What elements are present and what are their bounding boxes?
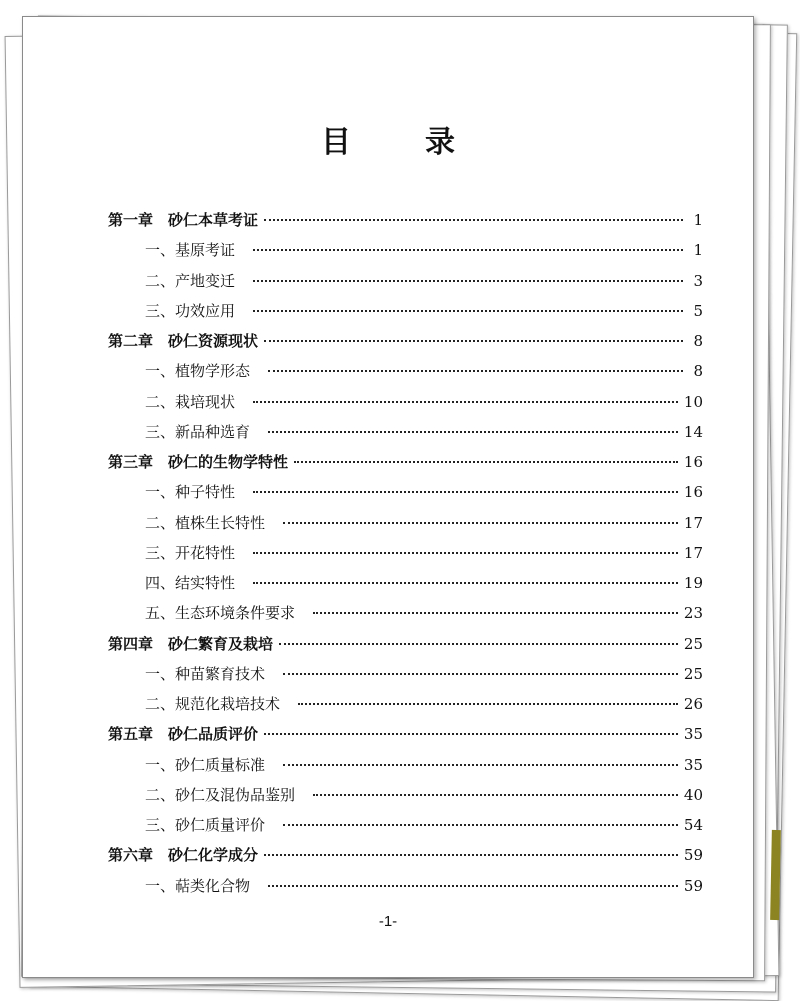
toc-entry-title: 四、结实特性 <box>145 574 236 592</box>
cover-edge-olive <box>770 830 781 920</box>
toc-entry-page: 1 <box>693 241 703 260</box>
toc-entry-page: 35 <box>683 755 703 774</box>
dot-leader <box>313 793 678 796</box>
dot-leader <box>253 490 678 493</box>
toc-entry-page: 1 <box>693 211 703 229</box>
dot-leader <box>264 218 683 221</box>
toc-entry-page: 16 <box>683 483 703 502</box>
dot-leader <box>264 853 678 856</box>
toc-entry-title: 一、种苗繁育技术 <box>145 664 266 683</box>
toc-entry-title: 二、产地变迁 <box>145 271 236 290</box>
toc-entry-title: 第四章 砂仁繁育及栽培 <box>108 634 274 653</box>
table-of-contents <box>108 209 703 905</box>
toc-section-entry[interactable] <box>108 421 703 451</box>
toc-entry-page: 25 <box>683 634 703 653</box>
toc-entry-page: 5 <box>693 301 703 320</box>
dot-leader <box>268 369 683 372</box>
dot-leader <box>264 732 678 735</box>
toc-section-entry[interactable] <box>108 270 703 300</box>
toc-entry-title: 二、规范化栽培技术 <box>145 695 281 713</box>
toc-entry-title: 第五章 砂仁品质评价 <box>108 725 259 744</box>
toc-entry-title: 二、栽培现状 <box>145 392 236 411</box>
dot-leader <box>294 460 678 463</box>
toc-section-entry[interactable] <box>108 481 703 511</box>
dot-leader <box>253 581 678 584</box>
toc-page <box>22 16 754 978</box>
toc-entry-title: 三、砂仁质量评价 <box>145 816 266 834</box>
dot-leader <box>264 339 683 342</box>
toc-section-entry[interactable] <box>108 693 703 723</box>
toc-section-entry[interactable] <box>108 875 703 905</box>
toc-chapter-entry[interactable] <box>108 633 703 663</box>
toc-chapter-entry[interactable] <box>108 451 703 481</box>
toc-chapter-entry[interactable] <box>108 209 703 239</box>
toc-section-entry[interactable] <box>108 602 703 632</box>
toc-section-entry[interactable] <box>108 239 703 269</box>
toc-section-entry[interactable] <box>108 391 703 421</box>
toc-entry-page: 26 <box>683 695 703 713</box>
toc-chapter-entry[interactable] <box>108 844 703 874</box>
toc-entry-page: 17 <box>683 543 703 562</box>
toc-entry-page: 8 <box>693 332 703 350</box>
toc-entry-page: 40 <box>683 785 703 804</box>
dot-leader <box>253 279 683 282</box>
toc-entry-title: 一、基原考证 <box>145 241 236 260</box>
toc-entry-page: 3 <box>693 271 703 290</box>
dot-leader <box>268 884 678 887</box>
toc-section-entry[interactable] <box>108 572 703 602</box>
toc-entry-title: 第二章 砂仁资源现状 <box>108 332 259 350</box>
toc-entry-page: 19 <box>683 574 703 592</box>
toc-chapter-entry[interactable] <box>108 330 703 360</box>
toc-entry-title: 五、生态环境条件要求 <box>145 604 296 623</box>
toc-entry-page: 54 <box>683 816 703 834</box>
toc-entry-title: 三、开花特性 <box>145 543 236 562</box>
toc-entry-page: 16 <box>683 453 703 471</box>
dot-leader <box>283 672 678 675</box>
dot-leader <box>283 763 678 766</box>
toc-section-entry[interactable] <box>108 300 703 330</box>
toc-entry-page: 59 <box>683 846 703 865</box>
toc-section-entry[interactable] <box>108 663 703 693</box>
toc-section-entry[interactable] <box>108 814 703 844</box>
toc-entry-title: 一、砂仁质量标准 <box>145 755 266 774</box>
toc-section-entry[interactable] <box>108 754 703 784</box>
dot-leader <box>268 430 678 433</box>
dot-leader <box>283 521 678 524</box>
toc-section-entry[interactable] <box>108 784 703 814</box>
toc-entry-page: 10 <box>683 392 703 411</box>
dot-leader <box>283 823 678 826</box>
toc-entry-title: 一、萜类化合物 <box>145 876 251 895</box>
toc-entry-page: 59 <box>683 876 703 895</box>
dot-leader <box>253 551 678 554</box>
toc-entry-title: 三、新品种选育 <box>145 422 251 441</box>
toc-entry-title: 第三章 砂仁的生物学特性 <box>108 453 289 471</box>
toc-entry-title: 一、植物学形态 <box>145 362 251 381</box>
toc-entry-title: 三、功效应用 <box>145 301 236 320</box>
toc-entry-page: 25 <box>683 664 703 683</box>
toc-section-entry[interactable] <box>108 542 703 572</box>
toc-section-entry[interactable] <box>108 360 703 390</box>
dot-leader <box>253 400 678 403</box>
dot-leader <box>279 642 678 645</box>
dot-leader <box>313 611 678 614</box>
page-title: 目 录 <box>321 125 477 160</box>
toc-entry-title: 二、砂仁及混伪品鉴别 <box>145 785 296 804</box>
toc-entry-page: 35 <box>683 725 703 744</box>
toc-entry-page: 8 <box>693 362 703 381</box>
dot-leader <box>253 309 683 312</box>
toc-entry-page: 23 <box>683 604 703 623</box>
dot-leader <box>253 248 683 251</box>
toc-entry-title: 二、植株生长特性 <box>145 513 266 532</box>
toc-chapter-entry[interactable] <box>108 723 703 753</box>
toc-entry-title: 第一章 砂仁本草考证 <box>108 211 259 229</box>
toc-entry-page: 14 <box>683 422 703 441</box>
toc-entry-page: 17 <box>683 513 703 532</box>
toc-section-entry[interactable] <box>108 512 703 542</box>
dot-leader <box>298 702 678 705</box>
toc-entry-title: 第六章 砂仁化学成分 <box>108 846 259 865</box>
page-number: -1- <box>378 913 398 930</box>
toc-entry-title: 一、种子特性 <box>145 483 236 502</box>
